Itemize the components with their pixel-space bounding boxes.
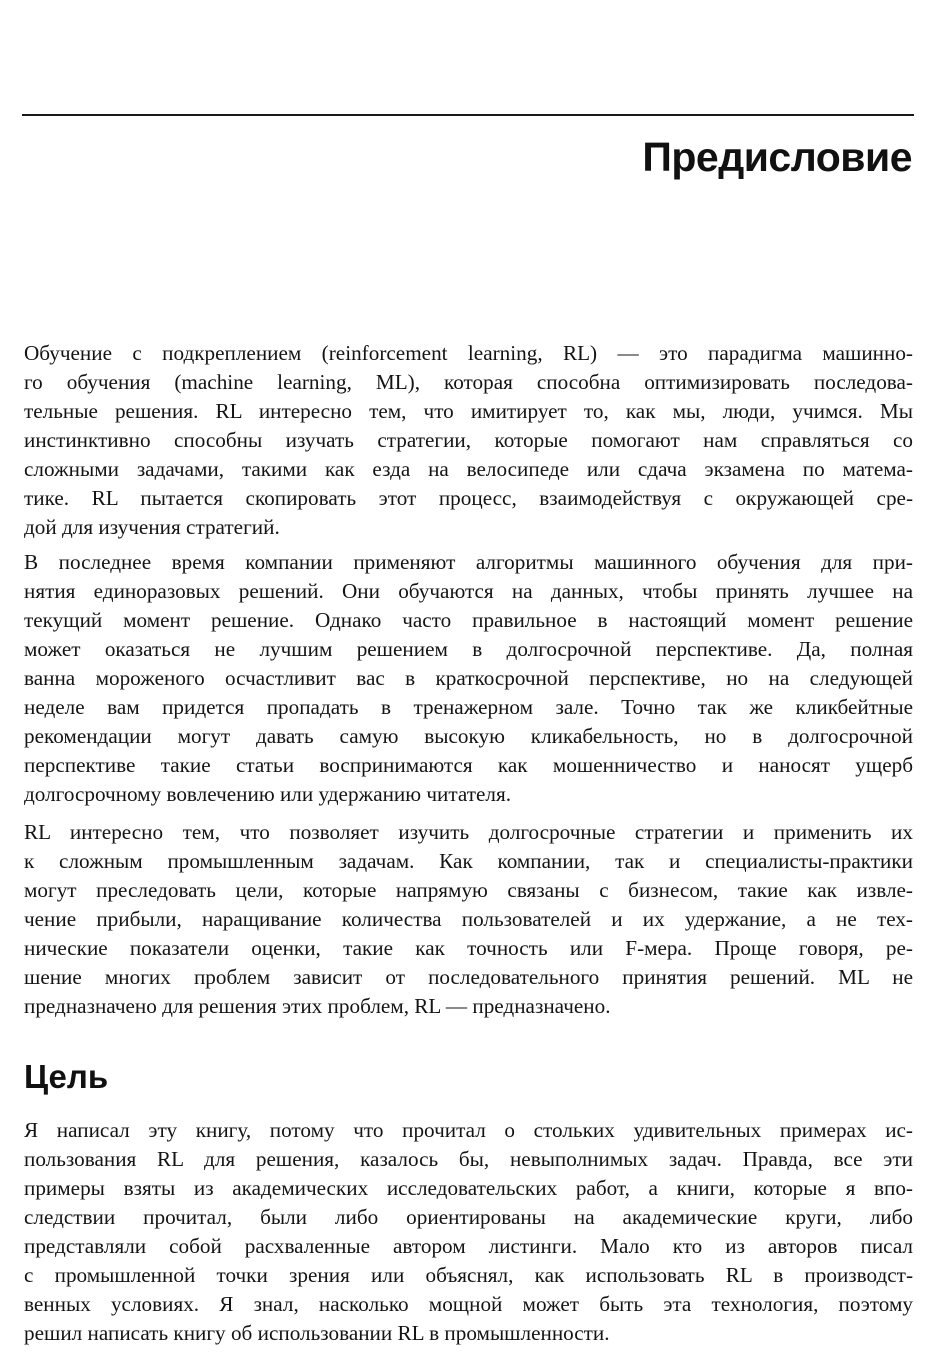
- text-line: инстинктивно способны изучать стратегии, которые помогают нам справляться со: [24, 428, 913, 452]
- text-line: Обучение с подкреплением (reinforcement learning, RL) — это парадигма машинно-: [24, 341, 913, 365]
- text-line: долгосрочному вовлечению или удержанию читателя.: [24, 782, 512, 806]
- text-line: следствии прочитал, были либо ориентированы на академические круги, либо: [24, 1205, 913, 1229]
- paragraph-intro: [24, 339, 913, 542]
- text-line: шение многих проблем зависит от последовательного принятия решений. ML не: [24, 965, 913, 989]
- text-line: рекомендации могут давать самую высокую кликабельность, но в долгосрочной: [24, 724, 913, 748]
- text-line: сложными задачами, такими как езда на велосипеде или сдача экзамена по матема-: [24, 457, 913, 481]
- text-line: RL интересно тем, что позволяет изучить долгосрочные стратегии и применить их: [24, 820, 913, 844]
- text-line: пользования RL для решения, казалось бы, невыполнимых задач. Правда, все эти: [24, 1147, 913, 1171]
- paragraph-rl-strategies: [24, 818, 913, 1021]
- text-line: нятия единоразовых решений. Они обучаются на данных, чтобы принять лучшее на: [24, 579, 913, 603]
- text-line: нические показатели оценки, такие как точность или F-мера. Проще говоря, ре-: [24, 936, 913, 960]
- text-line: го обучения (machine learning, ML), которая способна оптимизировать последова-: [24, 370, 913, 394]
- text-line: дой для изучения стратегий.: [24, 515, 280, 539]
- text-line: решил написать книгу об использовании RL в промышленности.: [24, 1321, 610, 1345]
- text-line: ванна мороженого осчастливит вас в краткосрочной перспективе, но на следующей: [24, 666, 913, 690]
- text-line: перспективе такие статьи воспринимаются как мошенничество и наносят ущерб: [24, 753, 913, 777]
- text-line: к сложным промышленным задачам. Как компании, так и специалисты-практики: [24, 849, 913, 873]
- chapter-title: Предисловие: [642, 134, 912, 180]
- paragraph-goal: [24, 1116, 913, 1348]
- text-line: Я написал эту книгу, потому что прочитал о стольких удивительных примерах ис-: [24, 1118, 913, 1142]
- text-line: В последнее время компании применяют алгоритмы машинного обучения для при-: [24, 550, 913, 574]
- text-line: представляли собой расхваленные автором листинги. Мало кто из авторов писал: [24, 1234, 913, 1258]
- text-line: чение прибыли, наращивание количества пользователей и их удержание, а не тех-: [24, 907, 913, 931]
- paragraph-recent-companies: [24, 548, 913, 809]
- text-line: примеры взяты из академических исследовательских работ, а книги, которые я впо-: [24, 1176, 913, 1200]
- header-rule: [22, 114, 914, 116]
- text-line: венных условиях. Я знал, насколько мощной может быть эта технология, поэтому: [24, 1292, 913, 1316]
- text-line: текущий момент решение. Однако часто правильное в настоящий момент решение: [24, 608, 913, 632]
- text-line: тике. RL пытается скопировать этот процесс, взаимодействуя с окружающей сре-: [24, 486, 913, 510]
- text-line: неделе вам придется пропадать в тренажерном зале. Точно так же кликбейтные: [24, 695, 913, 719]
- text-line: могут преследовать цели, которые напрямую связаны с бизнесом, такие как извле-: [24, 878, 913, 902]
- section-title: Цель: [24, 1058, 109, 1095]
- text-line: предназначено для решения этих проблем, RL — предназначено.: [24, 994, 611, 1018]
- text-line: может оказаться не лучшим решением в долгосрочной перспективе. Да, полная: [24, 637, 913, 661]
- text-line: с промышленной точки зрения или объяснял, как использовать RL в производст-: [24, 1263, 913, 1287]
- text-line: тельные решения. RL интересно тем, что имитирует то, как мы, люди, учимся. Мы: [24, 399, 913, 423]
